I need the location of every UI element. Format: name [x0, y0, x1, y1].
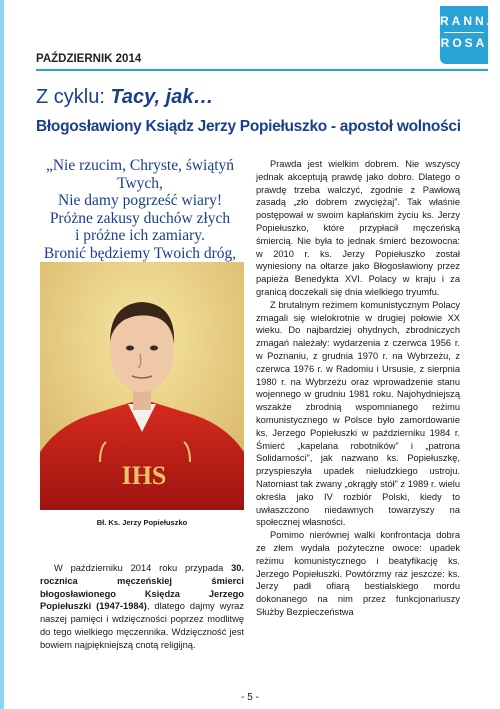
- article-body: [256, 158, 460, 619]
- page-number: - 5 -: [241, 692, 259, 703]
- body-paragraph: Pomimo nierównej walki konfrontacja dobra ze złem wydała pożyteczne owoce: upadek reżimu komunistycznego i beatyfikację ks. Jerzego Popiełuszki. Powtórzmy raz jeszcze: ks. Jerzy padł ofiarą bestialskiego mordu dokonanego na nim przez funkcjonariuszy Służby Bezpieczeństwa: [256, 530, 460, 617]
- article-title: Błogosławiony Ksiądz Jerzy Popiełuszko - apostoł wolności: [36, 118, 461, 135]
- vestment-monogram: IHS: [121, 461, 167, 490]
- portrait-caption: Bł. Ks. Jerzy Popiełuszko: [96, 518, 188, 527]
- poem-line: „Nie rzucim, Chryste, świątyń Twych,: [45, 157, 235, 192]
- logo-line-1: RANNA: [440, 14, 499, 28]
- poem-line: Próżne zakusy duchów złych: [49, 209, 231, 227]
- poem-line: Nie damy pogrześć wiary!: [58, 192, 222, 210]
- issue-date: PAŹDZIERNIK 2014: [36, 53, 142, 65]
- body-paragraph: Prawda jest wielkim dobrem. Nie wszyscy jednak akceptują prawdę jako dobro. Dlatego o prawdę trzeba walczyć, zgodnie z Pawłową zasadą „zło dobrem zwyciężaj”. Tak właśnie postępował w swoim kapłańskim życiu ks. Jerzy Popiełuszko, które przypłacił męczeńską śmiercią. Nie była to jednak śmierć bezowocna: w 2010 r. ks. Jerzy Popiełuszko został wyniesiony na ołtarze jako Błogosławiony przez papieża Benedykta XVI. Polacy w kraju i za granicą doczekali się dnia wielkiego tryumfu.: [256, 159, 460, 297]
- logo-line-2: ROSA: [440, 36, 488, 50]
- logo-divider: [444, 32, 484, 33]
- intro-paragraph: [40, 562, 244, 652]
- ranna-rosa-logo: [440, 6, 499, 64]
- priest-portrait: [40, 262, 244, 510]
- portrait-illustration: [40, 262, 244, 510]
- intro-rest: , dlatego dajmy wyraz naszej pamięci i wdzięczności poprzez modlitwę do tego wielkiego męczennika. Wdzięczność jest bowiem najpiękniejszą cnotą religijną.: [40, 601, 244, 650]
- series-prefix: Z cyklu:: [36, 86, 111, 108]
- series-name: Tacy, jak…: [110, 86, 214, 108]
- intro-bold: 30. rocznica męczeńskiej śmierci błogosławionego Księdza Jerzego Popiełuszki (1947-1984): [40, 563, 244, 612]
- left-margin-bar: [0, 0, 4, 709]
- poem-line: Bronić będziemy Twoich dróg,: [43, 244, 237, 262]
- poem-line: i próżne ich zamiary.: [75, 227, 205, 245]
- body-paragraph: Z brutalnym reżimem komunistycznym Polacy zmagali się wielokrotnie w drugiej połowie XX wieku. Do najbardziej ohydnych, zbrodniczych zmagań należały: wydarzenia z czerwca 1956 r. w Poznaniu, z grudnia 1970 r. na Wybrzeżu, z czerwca 1976 r. w Radomiu i Ursusie, z sierpnia 1980 r. na Wybrzeżu oraz wprowadzenie stanu wojennego w grudniu 1981 roku. Najohydniejszą wszakże zbrodnią wspomnianego reżimu komunistycznego w Polsce było zamordowanie ks. Jerzego Popiełuszki w październiku 1984 r. Śmierć „kapelana robotników” i „patrona Solidarności”, jak nazwano ks. Popiełuszkę, przyspieszyła upadek nieludzkiego ustroju. Natomiast tak zwany „okrągły stół” z 1989 r. wielu określa jako IV rozbiór Polski, kiedy to uwłaszczono niedawnych towarzyszy na społecznej własności.: [256, 299, 460, 528]
- series-title: [36, 86, 213, 109]
- intro-text: W październiku 2014 roku przypada: [54, 563, 232, 573]
- header-divider: [36, 69, 488, 71]
